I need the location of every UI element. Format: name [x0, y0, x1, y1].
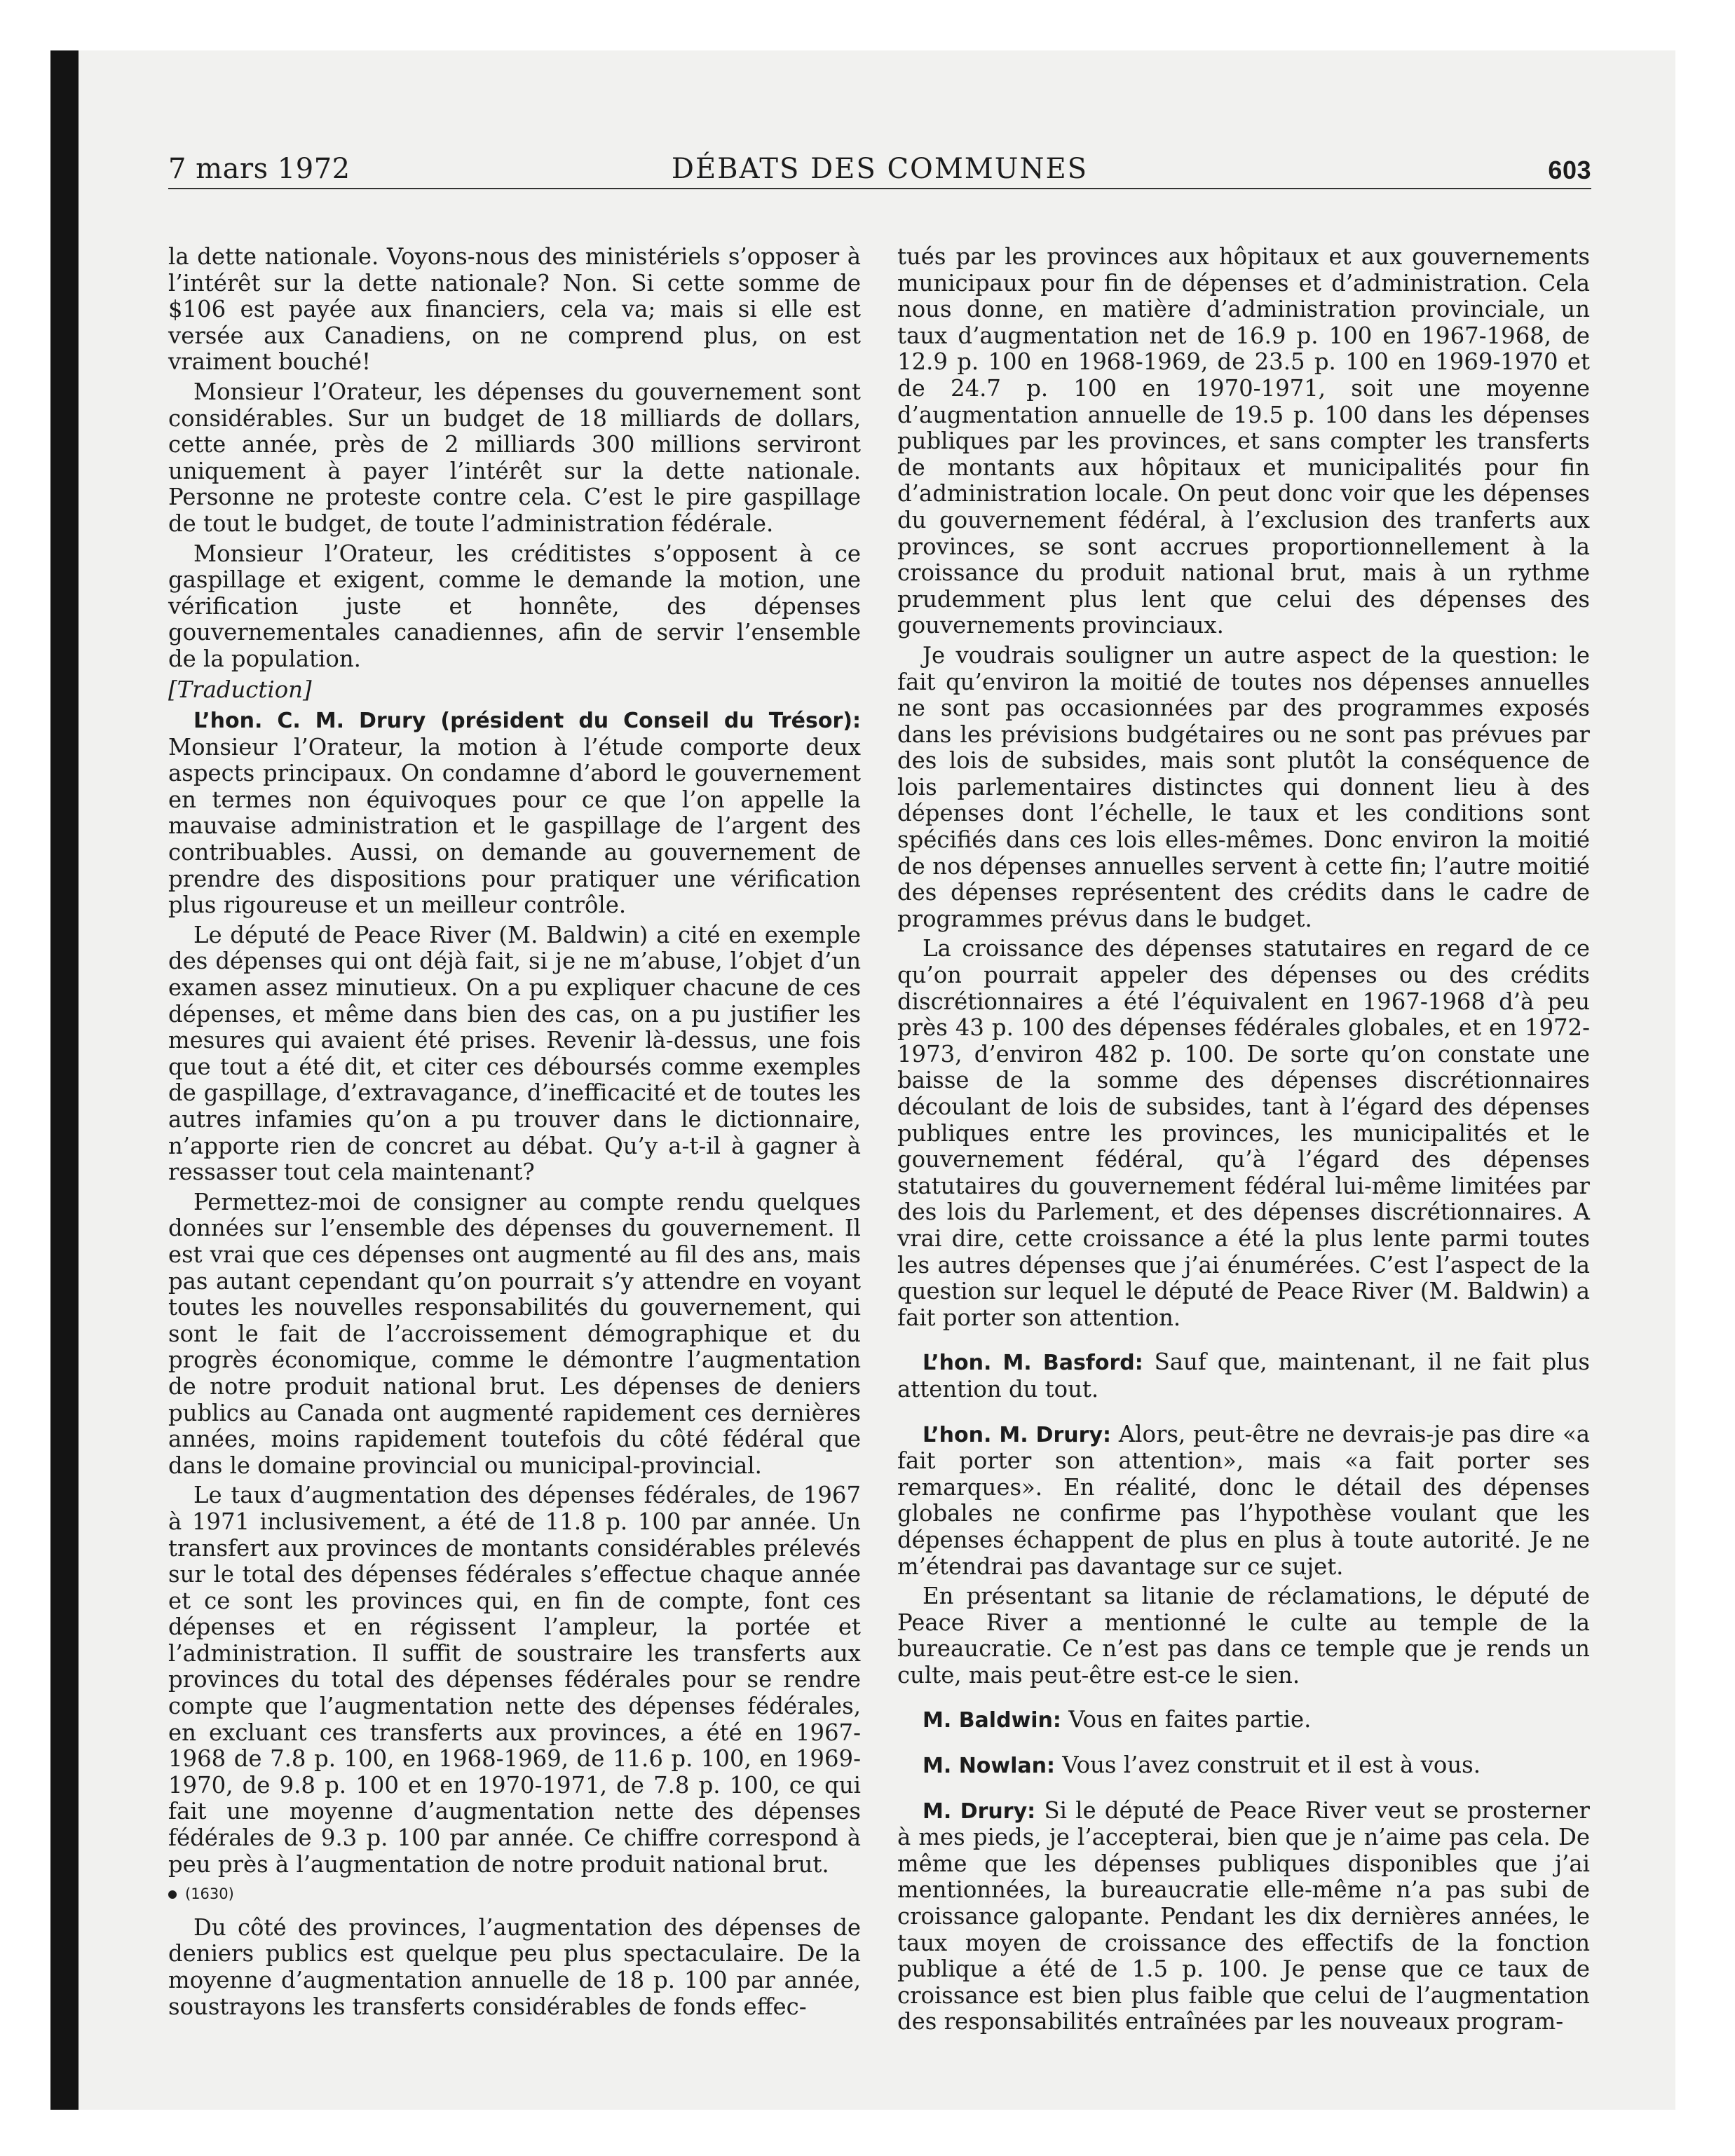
- paragraph: Permettez-moi de consigner au compte rendu quelques données sur l’ensemble des dépenses du gouvernement. Il est vrai que ces dépenses ont augmenté au fil des ans, mais pas autant cependant qu’on pourrait s’y attendre en voyant toutes les nouvelles responsabilités du gouvernement, qui sont le fait de l’accroissement démographique et du progrès économique, comme le démontre l’augmentation de notre produit national brut. Les dépenses de deniers publics au Canada ont augmenté rapidement ces dernières années, moins rapidement toutefois du côté fédéral que dans le domaine provincial ou municipal-provincial.: [168, 1188, 861, 1479]
- scan-border-bottom: [0, 2110, 1735, 2156]
- paragraph: la dette nationale. Voyons-nous des ministériels s’opposer à l’intérêt sur la dette nationale? Non. Si cette somme de $106 est payée aux financiers, cela va; mais si elle est versée aux Canadiens, on ne comprend plus, on est vraiment bouché!: [168, 243, 861, 376]
- speech-text: Vous l’avez construit et il est à vous.: [1055, 1752, 1481, 1779]
- paragraph: Le taux d’augmentation des dépenses fédérales, de 1967 à 1971 inclusivement, a été de 11.8 p. 100 par année. Un transfert aux provinces de montants considérables prélevés sur le total des dépenses fédérales s’effectue chaque année et ce sont les provinces qui, en fin de compte, font ces dépenses et en régissent l’ampleur, la portée et l’administration. Il suffit de soustraire les transferts aux provinces du total des dépenses fédérales pour se rendre compte que l’augmentation nette des dépenses fédérales, en excluant ces transferts aux provinces, a été en 1967-1968 de 7.8 p. 100, en 1968-1969, de 11.6 p. 100, en 1969-1970, de 9.8 p. 100 et en 1970-1971, de 7.8 p. 100, ce qui fait une moyenne d’augmentation nette des dépenses fédérales de 9.3 p. 100 par année. Ce chiffre correspond à peu près à l’augmentation de notre produit national brut.: [168, 1482, 861, 1878]
- paragraph: Le député de Peace River (M. Baldwin) a cité en exemple des dépenses qui ont déjà fait, si je ne m’abuse, l’objet d’un examen assez minutieux. On a pu expliquer chacune de ces dépenses, et même dans bien des cas, on a pu justifier les mesures qui avaient été prises. Revenir là-dessus, une fois que tout a été dit, et citer ces déboursés comme exemples de gaspillage, d’extravagance, d’inefficacité et de toutes les autres infamies qu’on a pu trouver dans le dictionnaire, n’apporte rien de concret au débat. Qu’y a-t-il à gagner à ressasser tout cela maintenant?: [168, 921, 861, 1186]
- speech-text: Vous en faites partie.: [1061, 1706, 1312, 1733]
- speaker-name: L’hon. M. Drury:: [923, 1422, 1112, 1447]
- speaker-name: L’hon. C. M. Drury (président du Conseil du Trésor):: [193, 709, 861, 734]
- paragraph: Je voudrais souligner un autre aspect de la question: le fait qu’environ la moitié de toutes nos dépenses annuelles ne sont pas occasionnées par des programmes exposés dans les prévisions budgétaires ou ne sont pas prévues par des lois de subsides, mais sont plutôt la conséquence de lois parlementaires distinctes qui donnent lieu à des dépenses dont l’échelle, le taux et les conditions sont spécifiés dans ces lois elles-mêmes. Donc environ la moitié de nos dépenses annuelles servent à cette fin; l’autre moitié des dépenses représentent des crédits dans le cadre de programmes prévus dans le budget.: [897, 641, 1590, 932]
- left-column: [168, 244, 861, 2024]
- paragraph: tués par les provinces aux hôpitaux et aux gouvernements municipaux pour fin de dépenses et d’administration. Cela nous donne, en matière d’administration provinciale, un taux d’augmentation net de 16.9 p. 100 en 1967-1968, de 12.9 p. 100 en 1968-1969, de 23.5 p. 100 en 1969-1970 et de 24.7 p. 100 en 1970-1971, soit une moyenne d’augmentation annuelle de 19.5 p. 100 dans les dépenses publiques par les provinces, et sans compter les transferts de montants aux hôpitaux et municipalités pour fin d’administration locale. On peut donc voir que les dépenses du gouvernement fédéral, à l’exclusion des tranferts aux provinces, se sont accrues proportionnellement à la croissance du produit national brut, mais à un rythme prudemment plus lent que celui des dépenses des gouvernements provinciaux.: [897, 243, 1590, 639]
- speech-paragraph: [897, 1798, 1590, 2035]
- page-number: 603: [1548, 156, 1591, 184]
- right-column: [897, 244, 1590, 2039]
- paragraph: Monsieur l’Orateur, les créditistes s’opposent à ce gaspillage et exigent, comme le demande la motion, une vérification juste et honnête, des dépenses gouvernementales canadiennes, afin de servir l’ensemble de la population.: [168, 540, 861, 672]
- paragraph: La croissance des dépenses statutaires en regard de ce qu’on pourrait appeler des dépenses ou des crédits discrétionnaires a été l’équivalent en 1967-1968 d’à peu près 43 p. 100 des dépenses fédérales globales, et en 1972-1973, d’environ 482 p. 100. De sorte qu’on constate une baisse de la somme des dépenses discrétionnaires découlant de lois de subsides, tant à l’égard des dépenses publiques entre les provinces, les municipalités et le gouvernement fédéral, qu’à l’égard des dépenses statutaires du gouvernement fédéral lui-même limitées par des lois du Parlement, et des dépenses discrétionnaires. A vrai dire, cette croissance a été la plus lente parmi toutes les autres dépenses que j’ai énumérées. C’est l’aspect de la question sur lequel le député de Peace River (M. Baldwin) a fait porter son attention.: [897, 935, 1590, 1331]
- speaker-name: L’hon. M. Basford:: [923, 1351, 1143, 1376]
- speech-paragraph: [897, 1421, 1590, 1581]
- speech-text: Sauf que, maintenant, il ne fait plus attention du tout.: [897, 1349, 1590, 1403]
- header-date: 7 mars 1972: [168, 153, 351, 185]
- bullet-icon: [168, 1890, 177, 1899]
- speech-paragraph: [168, 707, 861, 919]
- speech-paragraph: [897, 1707, 1590, 1734]
- translation-note: [Traduction]: [168, 676, 312, 703]
- scan-border-left: [0, 0, 50, 2156]
- time-marker: [168, 1881, 861, 1908]
- speech-text: Si le député de Peace River veut se prosterner à mes pieds, je l’accepterai, bien que je n’aime pas cela. De même que les dépenses publiques disponibles que j’ai mentionnées, la bureaucratie elle-même n’a pas subi de croissance galopante. Pendant les dix dernières années, le taux moyen de croissance des effectifs de la fonction publique a été de 1.5 p. 100. Je pense que ce taux de croissance est bien plus faible que celui de l’augmentation des responsabilités entraînées par les nouveaux program-: [897, 1796, 1590, 2035]
- paragraph: Monsieur l’Orateur, les dépenses du gouvernement sont considérables. Sur un budget de 18 milliards de dollars, cette année, près de 2 milliards 300 millions serviront uniquement à payer l’intérêt sur la dette nationale. Personne ne proteste contre cela. C’est le pire gaspillage de tout le budget, de toute l’administration fédérale.: [168, 378, 861, 537]
- paragraph: En présentant sa litanie de réclamations, le député de Peace River a mentionné le culte au temple de la bureaucratie. Ce n’est pas dans ce temple que je rends un culte, mais peut-être est-ce le sien.: [897, 1583, 1590, 1688]
- speaker-name: M. Drury:: [923, 1799, 1036, 1824]
- time-marker-text: (1630): [185, 1885, 234, 1903]
- scan-border-top: [0, 0, 1735, 50]
- scan-binding-shadow: [50, 50, 79, 2110]
- header-title: DÉBATS DES COMMUNES: [671, 153, 1089, 185]
- speech-paragraph: [897, 1752, 1590, 1780]
- paragraph: Du côté des provinces, l’augmentation des dépenses de deniers publics est quelque peu plus spectaculaire. De la moyenne d’augmentation annuelle de 18 p. 100 par année, soustrayons les transferts considérables de fonds effec-: [168, 1913, 861, 2020]
- speaker-name: M. Nowlan:: [923, 1754, 1056, 1779]
- scan-border-right: [1675, 0, 1735, 2156]
- speech-paragraph: [897, 1349, 1590, 1403]
- speech-text: Monsieur l’Orateur, la motion à l’étude comporte deux aspects principaux. On condamne d’abord le gouvernement en termes non équivoques pour ce que l’on appelle la mauvaise administration et le gaspillage de l’argent des contribuables. Aussi, on demande au gouvernement de prendre des dispositions pour pratiquer une vérification plus rigoureuse et un meilleur contrôle.: [168, 733, 861, 919]
- speaker-name: M. Baldwin:: [923, 1708, 1061, 1733]
- speech-text: Alors, peut-être ne devrais-je pas dire «a fait porter son attention», mais «a fait porter ses remarques». En réalité, donc le détail des dépenses globales ne confirme pas l’hypothèse voulant que les dépenses échappent de plus en plus à toute autorité. Je ne m’étendrai pas davantage sur ce sujet.: [897, 1420, 1590, 1580]
- running-header: [168, 149, 1591, 189]
